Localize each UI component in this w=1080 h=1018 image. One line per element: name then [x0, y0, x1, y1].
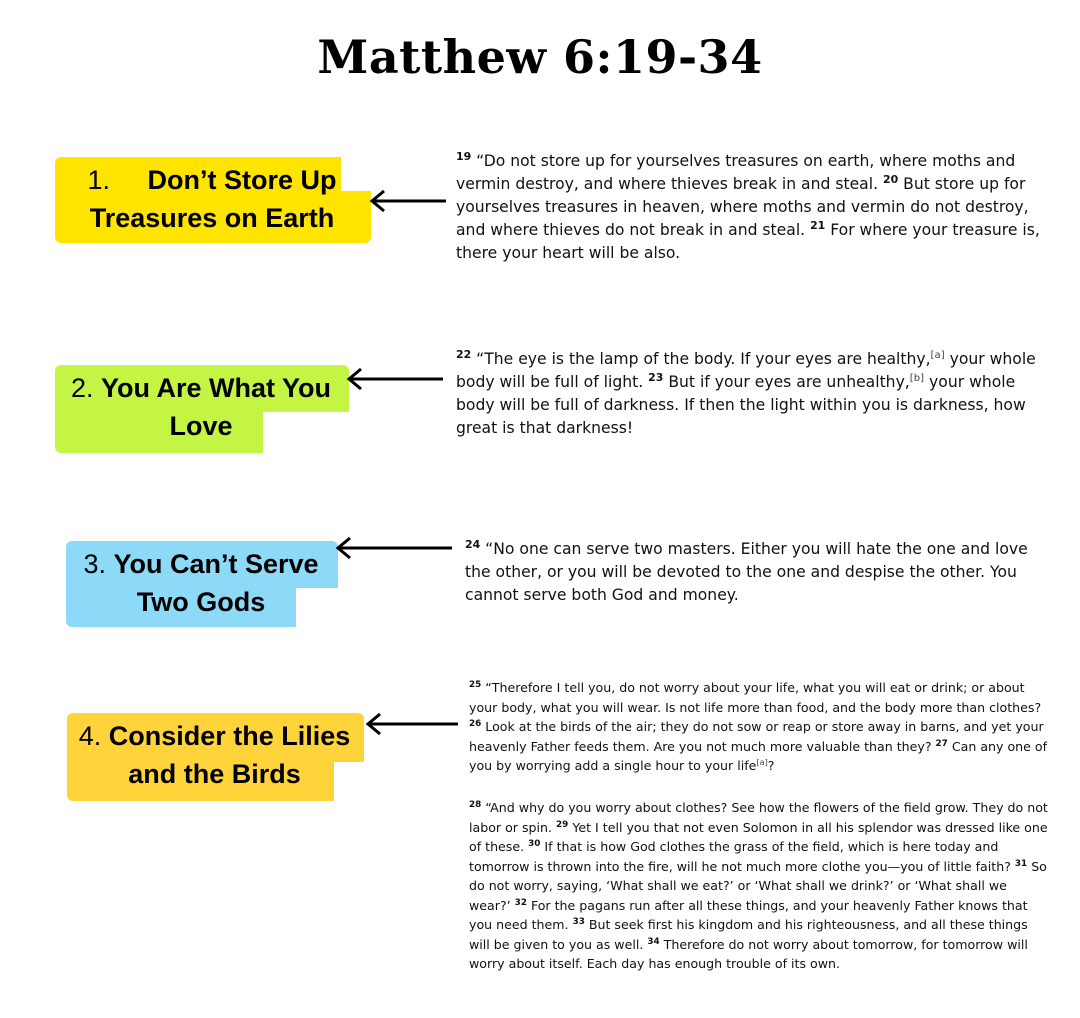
- highlight-notch: [263, 412, 349, 453]
- verse-text: “The eye is the lamp of the body. If your eyes are healthy,: [476, 350, 931, 368]
- verse-text: Look at the birds of the air; they do not sow or reap or store away in barns, and yet your heavenly Father feeds them. Are you not much more valuable than they?: [469, 719, 1044, 754]
- verse-text: For where your treasure is, there your heart will be also.: [456, 221, 1040, 262]
- point-1-highlight: [55, 157, 371, 243]
- verse-number: 22: [456, 347, 472, 361]
- arrow-left-icon: [368, 188, 448, 214]
- verse-text: For the pagans run after all these things, and your heavenly Father knows that you need them.: [469, 897, 1028, 932]
- footnote-link[interactable]: [a]: [930, 349, 945, 361]
- page-title: Matthew 6:19-34: [317, 30, 763, 84]
- verse-text: Can any one of you by worrying add a single hour to your life: [469, 738, 1048, 773]
- verse-text: “No one can serve two masters. Either you will hate the one and love the other, or you will be devoted to the one and despise the other. You cannot serve both God and money.: [465, 540, 1028, 604]
- verse-text: Yet I tell you that not even Solomon in all his splendor was dressed like one of these.: [469, 819, 1048, 854]
- verse-number: 26: [469, 718, 482, 729]
- verse-number: 30: [528, 838, 541, 849]
- verse-text: “And why do you worry about clothes? See how the flowers of the field grow. They do not labor or spin.: [469, 800, 1048, 835]
- arrow-left-icon: [345, 366, 445, 392]
- verse-text: But store up for yourselves treasures in heaven, where moths and vermin do not destroy, and where thieves do not break in and steal.: [456, 175, 1029, 239]
- point-3-number: 3.: [83, 549, 106, 579]
- passage-verses-19-21: [456, 150, 1046, 265]
- point-4-number: 4.: [78, 721, 102, 751]
- point-4-label: Consider the Lilies and the Birds: [108, 721, 351, 789]
- verse-text: But if your eyes are unhealthy,: [668, 373, 910, 391]
- verse-number: 32: [514, 897, 527, 908]
- verse-text: your whole body will be full of darkness. If then the light within you is darkness, how great is that darkness!: [456, 373, 1026, 437]
- verse-text: ?: [767, 758, 775, 773]
- verse-number: 24: [465, 537, 481, 551]
- verse-number: 21: [810, 218, 826, 232]
- passage-verses-22-23: [456, 348, 1046, 440]
- verse-text: “Do not store up for yourselves treasures on earth, where moths and vermin destroy, and where thieves break in and steal.: [456, 152, 1016, 193]
- point-2-label: You Are What You Love: [101, 373, 332, 441]
- point-4-highlight: [67, 713, 364, 801]
- verse-number: 34: [647, 936, 660, 947]
- verse-number: 19: [456, 149, 472, 163]
- verse-number: 29: [556, 819, 569, 830]
- verse-text: your whole body will be full of light.: [456, 350, 1036, 391]
- footnote-link[interactable]: [a]: [756, 756, 768, 767]
- point-1-number: 1.: [87, 165, 110, 195]
- highlight-notch: [334, 762, 364, 801]
- arrow-left-icon: [364, 711, 460, 737]
- verse-text: If that is how God clothes the grass of the field, which is here today and tomorrow is thrown into the fire, will he not much more clothe you—you of little faith?: [469, 839, 1011, 874]
- verse-number: 31: [1014, 858, 1028, 869]
- footnote-link[interactable]: [b]: [909, 372, 925, 384]
- verse-text: “Therefore I tell you, do not worry about your life, what you will eat or drink; or about your body, what you will wear. Is not life more than food, and the body more than clothes?: [469, 680, 1042, 715]
- verse-text: But seek first his kingdom and his righteousness, and all these things will be given to you as well.: [469, 917, 1028, 952]
- highlight-notch: [296, 588, 338, 627]
- verse-number: 23: [648, 370, 664, 384]
- verse-number: 28: [469, 799, 482, 810]
- arrow-left-icon: [334, 535, 454, 561]
- highlight-notch: [341, 157, 371, 191]
- passage-verses-25-27: [469, 678, 1049, 776]
- verse-number: 33: [572, 916, 585, 927]
- verse-text: So do not worry, saying, ‘What shall we eat?’ or ‘What shall we drink?’ or ‘What shall we wear?’: [469, 858, 1047, 913]
- point-1-label: Don’t Store Up Treasures on Earth: [89, 165, 337, 233]
- verse-text: Therefore do not worry about tomorrow, for tomorrow will worry about itself. Each day has enough trouble of its own.: [469, 936, 1028, 971]
- verse-number: 27: [935, 738, 948, 749]
- passage-verse-24: [465, 538, 1055, 607]
- verse-number: 25: [469, 679, 482, 690]
- point-3-label: You Can’t Serve Two Gods: [113, 549, 319, 617]
- point-2-number: 2.: [70, 373, 94, 403]
- verse-number: 20: [883, 172, 899, 186]
- passage-verses-28-34: [469, 798, 1049, 974]
